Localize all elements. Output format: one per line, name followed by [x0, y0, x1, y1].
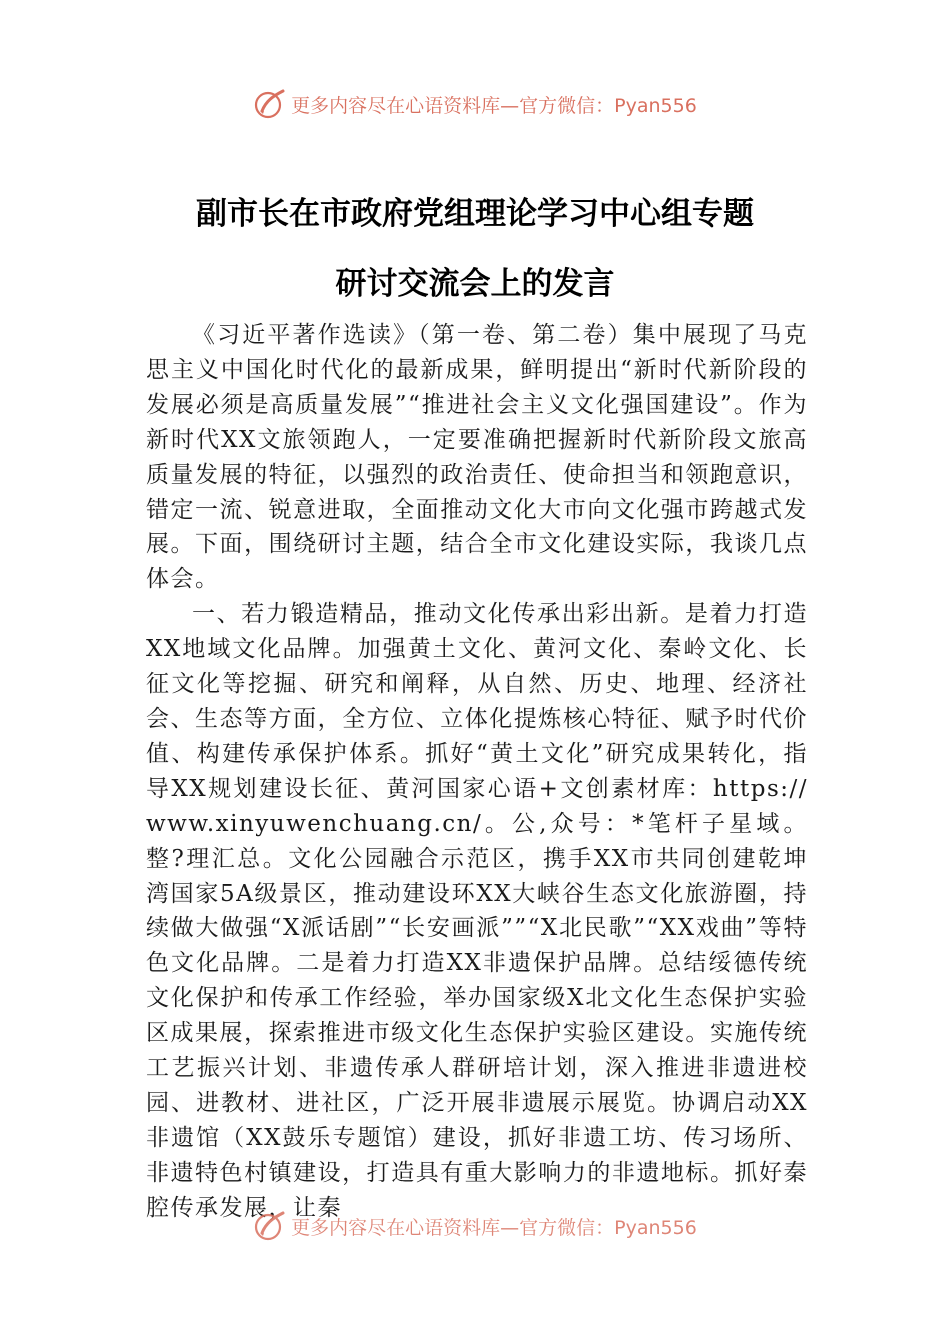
- document-title-line-2: 研讨交流会上的发言: [335, 266, 615, 302]
- document-body: [146, 318, 808, 1226]
- watermark-footer: [0, 1206, 950, 1246]
- watermark-header: [0, 84, 950, 124]
- brush-logo-icon: [253, 87, 287, 121]
- watermark-text: 更多内容尽在心语资料库—官方微信：Pyan556: [291, 94, 697, 117]
- paragraph-section-one: 一、若力锻造精品，推动文化传承出彩出新。是着力打造XX地域文化品牌。加强黄土文化、黄河文化、秦岭文化、长征文化等挖掘、研究和阐释，从自然、历史、地理、经济社会、生态等方面，全方位、立体化提炼核心特征、赋予时代价值、构建传承保护体系。抓好“黄土文化”研究成果转化，指导XX规划建设长征、黄河国家心语+文创素材库：https://www.xinyuwenchuang.cn/。公,众号：*笔杆子星域。整?理汇总。文化公园融合示范区，携手XX市共同创建乾坤湾国家5A级景区，推动建设环XX大峡谷生态文化旅游圈，持续做大做强“X派话剧”“长安画派””“X北民歌”“XX戏曲”等特色文化品牌。二是着力打造XX非遗保护品牌。总结绥德传统文化保护和传承工作经验，举办国家级X北文化生态保护实验区成果展，探索推进市级文化生态保护实验区建设。实施传统工艺振兴计划、非遗传承人群研培计划，深入推进非遗进校园、进教材、进社区，广泛开展非遗展示展览。协调启动XX非遗馆（XX鼓乐专题馆）建设，抓好非遗工坊、传习场所、非遗特色村镇建设，打造具有重大影响力的非遗地标。抓好秦腔传承发展，让秦: [146, 601, 808, 1221]
- paragraph-intro: 《习近平著作选读》（第一卷、第二卷）集中展现了马克思主义中国化时代化的最新成果，鲜明提出“新时代新阶段的发展必须是高质量发展”“推进社会主义文化强国建设”。作为新时代XX文旅领跑人，一定要准确把握新时代新阶段文旅高质量发展的特征，以强烈的政治责任、使命担当和领跑意识，错定一流、锐意进取，全面推动文化大市向文化强市跨越式发展。下面，围绕研讨主题，结合全市文化建设实际，我谈几点体会。: [146, 322, 808, 593]
- watermark-text: 更多内容尽在心语资料库—官方微信：Pyan556: [291, 1216, 697, 1239]
- document-title-line-1: 副市长在市政府党组理论学习中心组专题: [196, 196, 754, 232]
- brush-logo-icon: [253, 1209, 287, 1243]
